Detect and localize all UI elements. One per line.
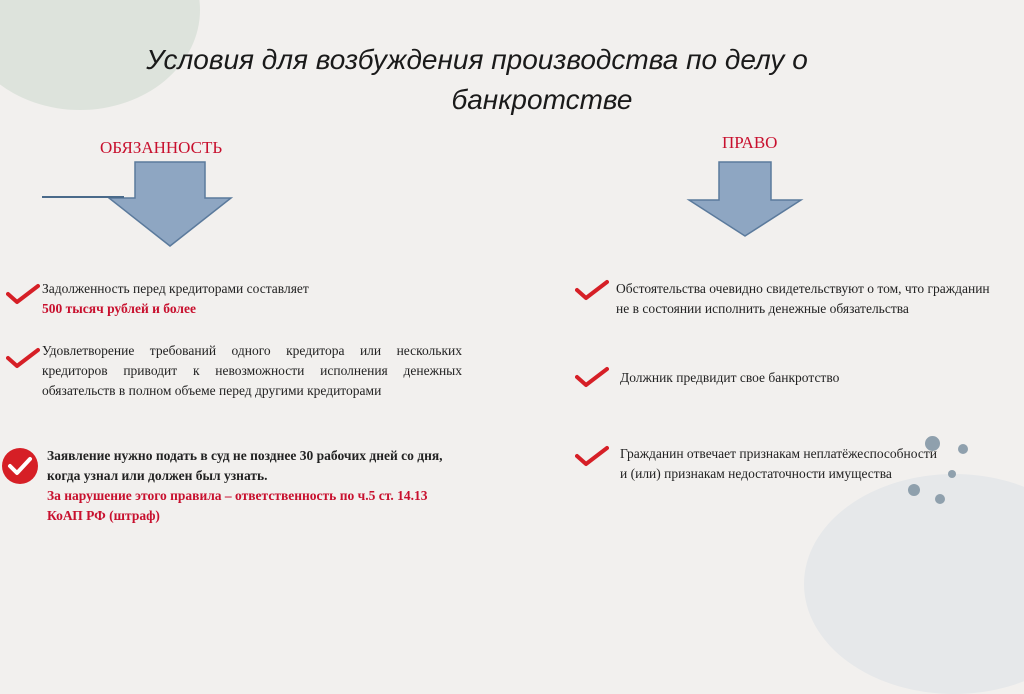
- decorative-dot: [935, 494, 945, 504]
- decorative-dot: [948, 470, 956, 478]
- decorative-dot: [958, 444, 968, 454]
- page-title: [0, 40, 1024, 120]
- checkmark-icon: [575, 366, 609, 388]
- debt-amount: 500 тысяч рублей и более: [42, 301, 196, 316]
- decorative-underline: [42, 196, 124, 198]
- list-item-deadline: [47, 446, 457, 526]
- checkmark-icon: [6, 283, 40, 305]
- down-arrow-icon: [105, 160, 235, 250]
- list-item-circumstances: Обстоятельства очевидно свидетельствуют о том, что гражданин не в состоянии исполнить денежные обязательства: [616, 281, 990, 316]
- list-item-insolvency-signs: Гражданин отвечает признакам неплатёжеспособности и (или) признакам недостаточности имущества: [620, 446, 937, 481]
- penalty-warning: За нарушение этого правила – ответственность по ч.5 ст. 14.13 КоАП РФ (штраф): [47, 488, 428, 523]
- heading-obligation: ОБЯЗАННОСТЬ: [100, 138, 223, 157]
- list-item-creditors: Удовлетворение требований одного кредитора или нескольких кредиторов приводит к невозможности исполнения денежных обязательств в полном объеме перед другими кредиторами: [42, 343, 462, 398]
- heading-right: ПРАВО: [722, 133, 778, 152]
- list-item-foresee-bankruptcy: Должник предвидит свое банкротство: [620, 370, 840, 385]
- deadline-text: Заявление нужно подать в суд не позднее 30 рабочих дней со дня, когда узнал или должен был узнать.: [47, 448, 443, 483]
- down-arrow-icon: [685, 160, 805, 240]
- title-line-1: Условия для возбуждения производства по делу о: [146, 44, 808, 75]
- list-item-debt: [42, 279, 462, 319]
- debt-text: Задолженность перед кредиторами составляет: [42, 281, 309, 296]
- checkmark-icon: [575, 279, 609, 301]
- check-circle-icon: [1, 447, 39, 485]
- checkmark-icon: [6, 347, 40, 369]
- decorative-blob-bottom-right: [804, 474, 1024, 694]
- decorative-dot: [908, 484, 920, 496]
- checkmark-icon: [575, 445, 609, 467]
- title-line-2: банкротстве: [451, 84, 633, 115]
